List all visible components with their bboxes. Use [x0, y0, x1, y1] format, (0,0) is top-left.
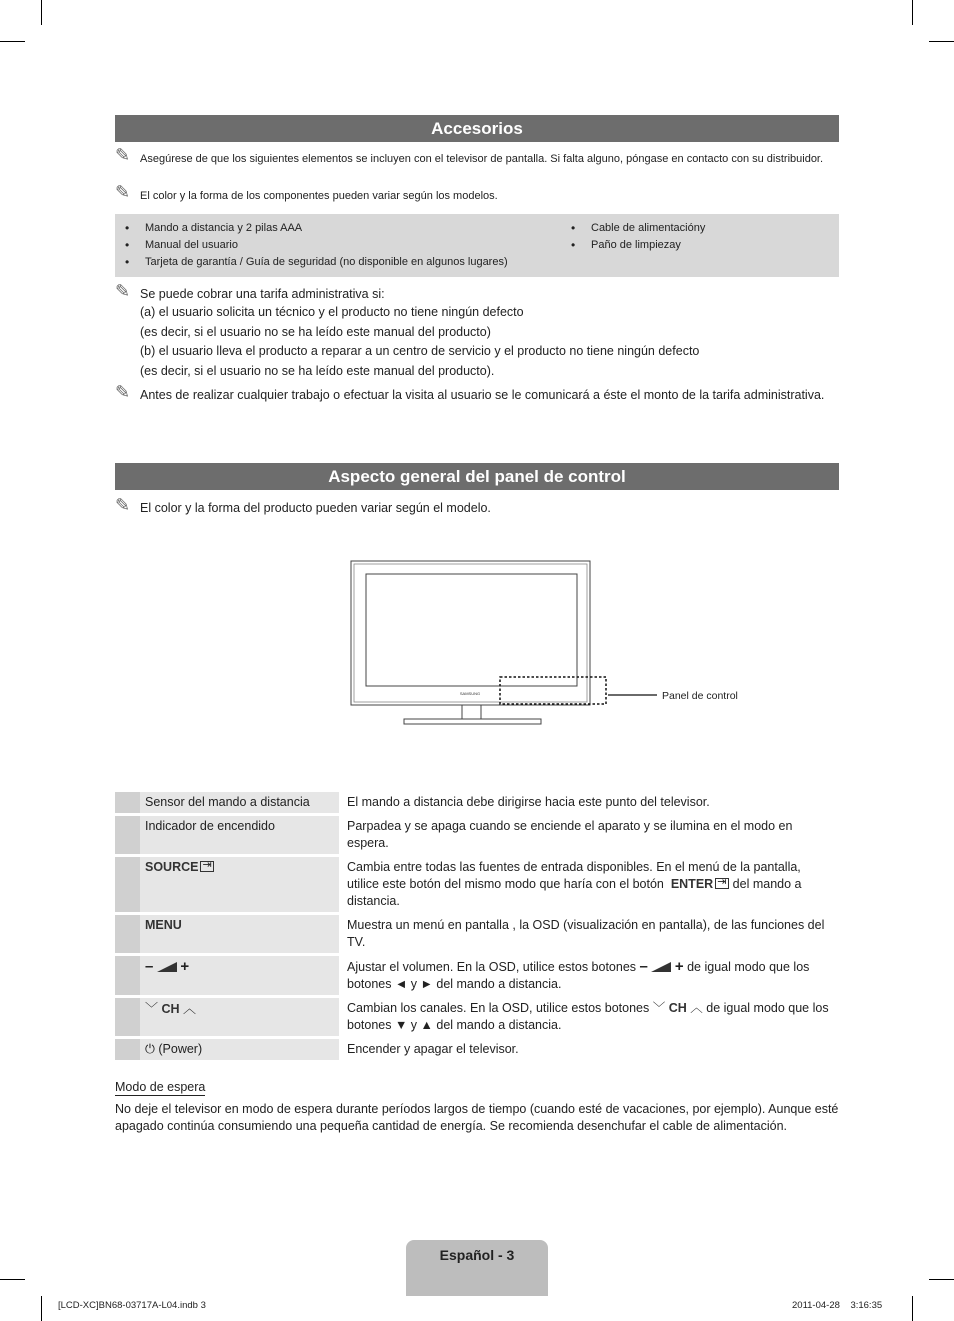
list-item: • Cable de alimentacióny [561, 220, 705, 237]
chevron-down-icon: ﹀ [145, 1001, 159, 1016]
enter-icon [200, 861, 214, 872]
table-row [115, 856, 839, 914]
table-row [115, 955, 839, 997]
row-label: ⏻ (Power) [140, 1038, 339, 1062]
row-description: Parpadea y se apaga cuando se enciende el aparato y se ilumina en el modo en espera. [339, 815, 839, 856]
crop-mark [0, 1279, 25, 1280]
row-label [140, 955, 339, 997]
list-item: • Mando a distancia y 2 pilas AAA [115, 220, 508, 237]
fee-line: (es decir, si el usuario no se ha leído este manual del producto) [140, 324, 491, 339]
page-number-tab: Español - 3 [406, 1240, 548, 1296]
crop-mark [41, 1296, 42, 1321]
section-title-panel: Aspecto general del panel de control [115, 463, 839, 490]
note-admin-fee-notice: ✎ Antes de realizar cualquier trabajo o efectuar la visita al usuario se le comunicará a éste el monto de la tarifa administrativa. [115, 382, 825, 402]
accessories-list-right [561, 220, 705, 254]
note-accessories-check: ✎ Asegúrese de que los siguientes elementos se incluyen con el televisor de pantalla. Si falta alguno, póngase en contacto con su distribuidor. [115, 145, 824, 165]
row-label: Indicador de encendido [140, 815, 339, 856]
table-row [115, 997, 839, 1038]
crop-mark [912, 1296, 913, 1321]
row-description: El mando a distancia debe dirigirse hacia este punto del televisor. [339, 792, 839, 815]
volume-plus-icon: + [180, 958, 190, 975]
standby-text: No deje el televisor en modo de espera durante períodos largos de tiempo (cuando esté de vacaciones, por ejemplo). Aunque esté apagado continúa consumiendo una pequeña cantidad de energía. Se recomienda desenchufar el cable de alimentación. [115, 1102, 839, 1133]
list-item: • Manual del usuario [115, 237, 508, 254]
tv-brand-logo: SAMSUNG [459, 691, 481, 696]
chevron-down-icon: ﹀ [652, 1001, 666, 1015]
callout-panel-de-control: Panel de control [662, 690, 738, 702]
row-label: MENU [140, 914, 339, 955]
fee-line: (a) el usuario solicita un técnico y el producto no tiene ningún defecto [140, 305, 524, 319]
accessories-list-box [115, 214, 839, 277]
standby-heading: Modo de espera [115, 1080, 206, 1094]
power-icon: ⏻ [145, 1042, 155, 1056]
volume-icon [651, 962, 671, 972]
chevron-up-icon: ︿ [690, 1001, 703, 1015]
volume-icon [157, 962, 177, 972]
pencil-note-icon: ✎ [115, 382, 131, 402]
section-title-accesorios: Accesorios [115, 115, 839, 142]
crop-mark [0, 41, 25, 42]
row-label: SOURCE⇥ [140, 856, 339, 914]
chevron-up-icon: ︿ [183, 1001, 197, 1016]
row-description: Ajustar el volumen. En la OSD, utilice estos botones – + de igual modo que los botones ◄ y ► del mando a distancia. [339, 955, 839, 997]
print-timestamp: 2011-04-28 3:16:35 [792, 1300, 883, 1311]
admin-fee-conditions [140, 303, 699, 381]
enter-icon [715, 878, 729, 889]
note-admin-fee: ✎ Se puede cobrar una tarifa administrativa si: [115, 281, 385, 301]
print-file-info: [LCD-XC]BN68-03717A-L04.indb 3 [58, 1300, 206, 1311]
pencil-note-icon: ✎ [115, 145, 131, 165]
row-description: Cambia entre todas las fuentes de entrada disponibles. En el menú de la pantalla, utilice este botón del mismo modo que haría con el botón ENTER⇥ del mando a distancia. [339, 856, 839, 914]
row-label: Sensor del mando a distancia [140, 792, 339, 815]
table-row [115, 1038, 839, 1062]
list-item: • Paño de limpiezay [561, 237, 705, 254]
row-description: Encender y apagar el televisor. [339, 1038, 839, 1062]
note-accessories-color: ✎ El color y la forma de los componentes pueden variar según los modelos. [115, 182, 498, 202]
row-description: Cambian los canales. En la OSD, utilice estos botones ﹀ CH ︿ de igual modo que los botones ▼ y ▲ del mando a distancia. [339, 997, 839, 1038]
table-row [115, 792, 839, 815]
tv-diagram [340, 555, 760, 730]
volume-minus-icon: – [145, 958, 154, 975]
note-product-color: ✎ El color y la forma del producto pueden variar según el modelo. [115, 495, 491, 515]
row-label: ﹀ CH ︿ [140, 997, 339, 1038]
table-row [115, 815, 839, 856]
fee-line: (es decir, si el usuario no se ha leído este manual del producto). [140, 363, 495, 378]
crop-mark [912, 0, 913, 25]
crop-mark [929, 1279, 954, 1280]
crop-mark [41, 0, 42, 25]
table-row [115, 914, 839, 955]
fee-line: (b) el usuario lleva el producto a reparar a un centro de servicio y el producto no tiene ningún defecto [140, 344, 700, 358]
accessories-list-left [115, 220, 508, 271]
list-item: • Tarjeta de garantía / Guía de seguridad (no disponible en algunos lugares) [115, 254, 508, 271]
control-panel-table [115, 792, 839, 1063]
row-description: Muestra un menú en pantalla , la OSD (visualización en pantalla), de las funciones del TV. [339, 914, 839, 955]
pencil-note-icon: ✎ [115, 182, 131, 202]
crop-mark [929, 41, 954, 42]
pencil-note-icon: ✎ [115, 495, 131, 515]
pencil-note-icon: ✎ [115, 281, 131, 301]
